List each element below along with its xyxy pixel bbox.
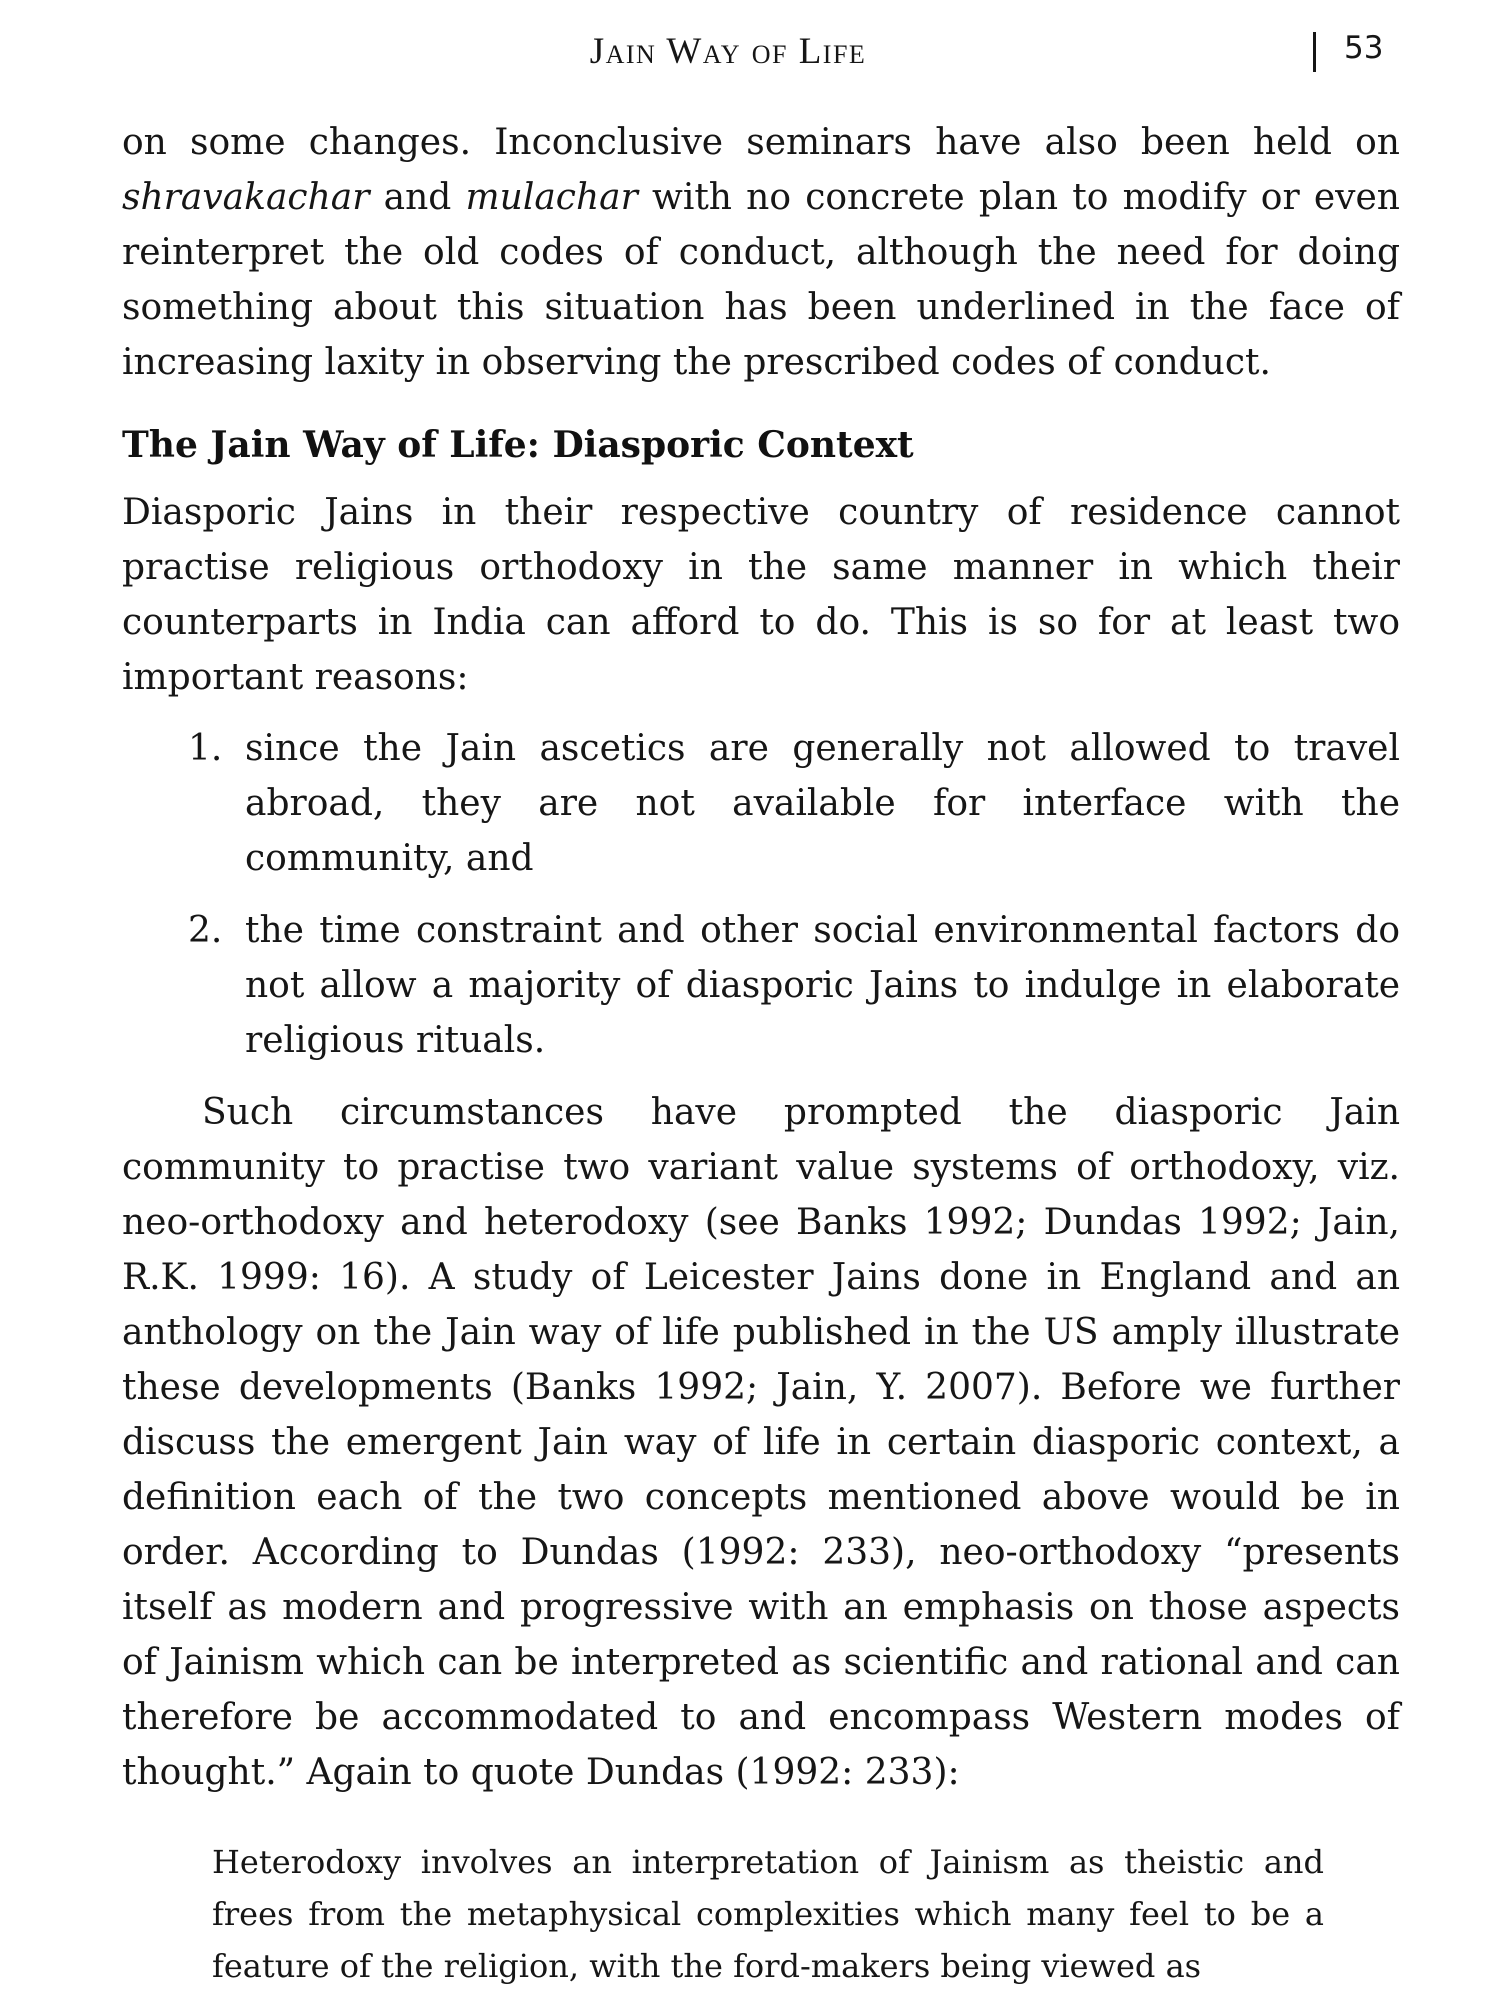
paragraph-text-c: with no concrete plan to modify or even reinterpret the old codes of conduct, although the need for doing something about this situation has been underlined in the face of increasing laxity in observing the prescribed codes of conduct. [122,177,1400,383]
list-item-text: since the Jain ascetics are generally not allowed to travel abroad, they are not available for interface with the community, and [245,728,1400,879]
list-item [122,721,1400,886]
paragraph-text-b: and [369,177,466,218]
section-heading: The Jain Way of Life: Diasporic Context [122,424,914,466]
text-block [122,115,1400,1992]
list-item-text: the time constraint and other social environmental factors do not allow a majority of diasporic Jains to indulge in elaborate religious rituals. [245,910,1400,1061]
continued-paragraph [122,115,1400,390]
body-paragraph: Such circumstances have prompted the diasporic Jain community to practise two variant value systems of orthodoxy, viz. neo-orthodoxy and heterodoxy (see Banks 1992; Dundas 1992; Jain, R.K. 1999: 16). A study of Leicester Jains done in England and an anthology on the Jain way of life published in the US amply illustrate these developments (Banks 1992; Jain, Y. 2007). Before we further discuss the emergent Jain way of life in certain diasporic context, a definition each of the two concepts mentioned above would be in order. According to Dundas (1992: 233), neo-orthodoxy “presents itself as modern and progressive with an emphasis on those aspects of Jainism which can be interpreted as scientific and rational and can therefore be accommodated to and encompass Western modes of thought.” Again to quote Dundas (1992: 233): [122,1092,1400,1793]
block-quote [212,1836,1324,1992]
section-intro-paragraph: Diasporic Jains in their respective country of residence cannot practise religious orthodoxy in the same manner in which their counterparts in India can afford to do. This is so for at least two important reasons: [122,492,1400,698]
list-item [122,903,1400,1068]
reasons-list [122,721,1400,1068]
folio-divider [1313,32,1316,72]
italic-term-mulachar: mulachar [465,177,638,218]
block-quote-text: Heterodoxy involves an interpretation of Jainism as theistic and frees from the metaphysical complexities which many feel to be a feature of the religion, with the ford-makers being viewed as [212,1843,1324,1985]
page-number: 53 [1344,30,1384,66]
list-item-number: 2. [188,910,223,951]
running-header [0,30,1500,80]
paragraph-text-a: on some changes. Inconclusive seminars have also been held on [122,122,1400,163]
list-item-number: 1. [188,728,223,769]
running-title: Jain Way of Life [589,31,867,72]
italic-term-shravakachar: shravakachar [122,177,370,218]
